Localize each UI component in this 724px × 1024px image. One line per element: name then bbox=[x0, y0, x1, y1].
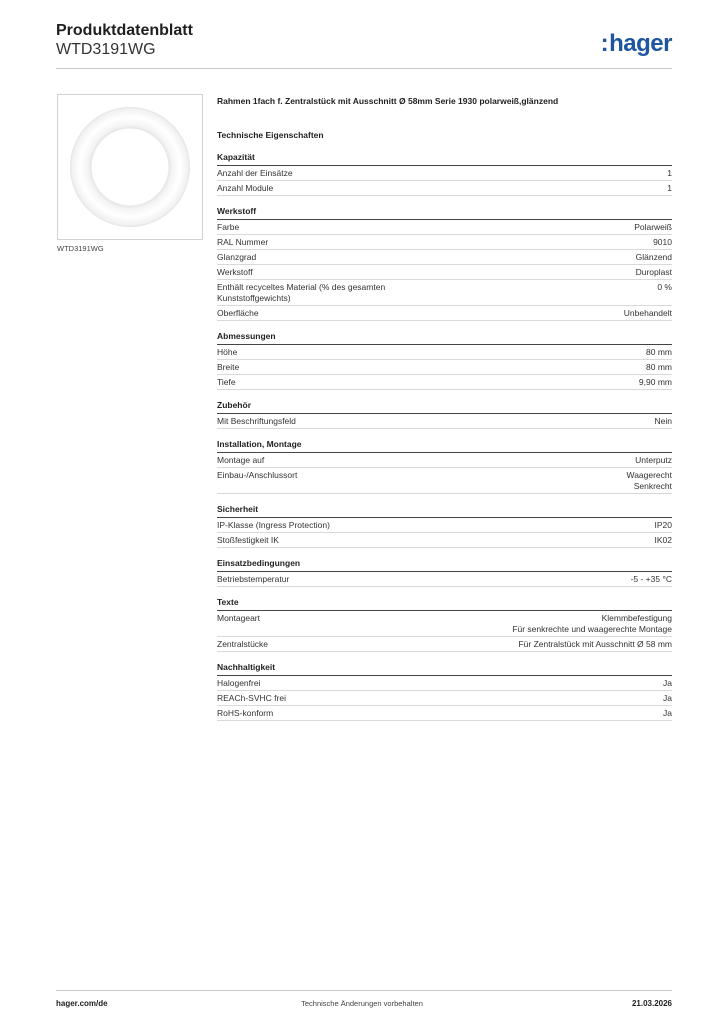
property-row bbox=[217, 250, 672, 265]
logo-text: hager bbox=[609, 30, 672, 57]
section-title: Installation, Montage bbox=[217, 439, 672, 453]
section-title: Abmessungen bbox=[217, 331, 672, 345]
property-label: Anzahl Module bbox=[217, 183, 274, 193]
property-value bbox=[512, 613, 672, 635]
footer-date: 21.03.2026 bbox=[631, 999, 672, 1008]
property-row bbox=[217, 265, 672, 280]
property-row bbox=[217, 468, 672, 494]
properties-sections bbox=[217, 152, 672, 721]
property-value bbox=[663, 708, 672, 719]
page-header bbox=[56, 22, 672, 60]
section-title: Kapazität bbox=[217, 152, 672, 166]
property-value bbox=[655, 416, 672, 427]
property-label: Tiefe bbox=[217, 377, 236, 387]
property-label: RoHS-konform bbox=[217, 708, 274, 718]
property-value bbox=[624, 308, 672, 319]
property-value-line: 0 % bbox=[657, 282, 672, 292]
property-value-line: Glänzend bbox=[635, 252, 672, 262]
product-details bbox=[217, 96, 672, 731]
property-label: Einbau-/Anschlussort bbox=[217, 470, 298, 480]
property-row bbox=[217, 220, 672, 235]
property-section bbox=[217, 331, 672, 390]
property-value bbox=[653, 237, 672, 248]
product-code: WTD3191WG bbox=[56, 41, 156, 58]
section-title: Zubehör bbox=[217, 400, 672, 414]
footer-disclaimer: Technische Änderungen vorbehalten bbox=[301, 999, 423, 1008]
property-row bbox=[217, 572, 672, 587]
property-value-line: Klemmbefestigung bbox=[601, 613, 672, 623]
property-value-line: Ja bbox=[663, 678, 672, 688]
property-label: RAL Nummer bbox=[217, 237, 269, 247]
section-title: Sicherheit bbox=[217, 504, 672, 518]
image-caption: WTD3191WG bbox=[57, 244, 104, 253]
property-value-line: Ja bbox=[663, 693, 672, 703]
property-value-line: 80 mm bbox=[646, 362, 672, 372]
property-value-line: Nein bbox=[654, 416, 672, 426]
property-value bbox=[655, 535, 673, 546]
property-row bbox=[217, 533, 672, 548]
property-row bbox=[217, 676, 672, 691]
property-section bbox=[217, 558, 672, 587]
property-row bbox=[217, 518, 672, 533]
property-value-line: 9010 bbox=[653, 237, 672, 247]
property-value bbox=[635, 455, 672, 466]
property-value bbox=[631, 574, 672, 585]
property-value-line: Waagerecht bbox=[626, 470, 672, 480]
property-value-line: 1 bbox=[667, 183, 672, 193]
property-value-line: IP20 bbox=[654, 520, 672, 530]
property-label: Farbe bbox=[217, 222, 240, 232]
property-label: Stoßfestigkeit IK bbox=[217, 535, 279, 545]
property-label: Enthält recyceltes Material (% des gesamten Kunststoffgewichts) bbox=[217, 282, 386, 303]
property-value bbox=[626, 470, 672, 492]
property-row bbox=[217, 166, 672, 181]
property-row bbox=[217, 235, 672, 250]
property-value bbox=[667, 168, 672, 179]
property-row bbox=[217, 360, 672, 375]
property-section bbox=[217, 597, 672, 652]
property-value-line: Ja bbox=[663, 708, 672, 718]
property-value bbox=[663, 678, 672, 689]
property-label: Breite bbox=[217, 362, 240, 372]
logo-prefix: : bbox=[600, 30, 609, 57]
property-value bbox=[518, 639, 672, 650]
property-row bbox=[217, 637, 672, 652]
property-row bbox=[217, 706, 672, 721]
property-value-line: 9,90 mm bbox=[638, 377, 672, 387]
property-section bbox=[217, 206, 672, 321]
property-label: Glanzgrad bbox=[217, 252, 257, 262]
footer-website: hager.com/de bbox=[56, 999, 108, 1008]
property-value-line: Unterputz bbox=[635, 455, 672, 465]
property-label: REACh-SVHC frei bbox=[217, 693, 286, 703]
property-value bbox=[655, 520, 673, 531]
property-value bbox=[667, 183, 672, 194]
property-label: Höhe bbox=[217, 347, 238, 357]
property-row bbox=[217, 611, 672, 637]
property-value-line: Duroplast bbox=[635, 267, 672, 277]
property-row bbox=[217, 453, 672, 468]
property-label: Werkstoff bbox=[217, 267, 253, 277]
header-divider bbox=[56, 68, 672, 69]
property-value-line: IK02 bbox=[654, 535, 672, 545]
property-value-line: Polarweiß bbox=[634, 222, 672, 232]
property-section bbox=[217, 662, 672, 721]
property-value-line: -5 - +35 °C bbox=[630, 574, 672, 584]
document-title: Produktdatenblatt bbox=[56, 22, 193, 39]
property-row bbox=[217, 181, 672, 196]
property-value-line: Unbehandelt bbox=[623, 308, 672, 318]
property-label: Montage auf bbox=[217, 455, 265, 465]
property-value bbox=[646, 362, 672, 373]
property-row bbox=[217, 691, 672, 706]
property-label: Anzahl der Einsätze bbox=[217, 168, 293, 178]
property-value bbox=[636, 267, 672, 278]
property-value bbox=[639, 377, 672, 388]
property-value bbox=[636, 252, 672, 263]
section-title: Werkstoff bbox=[217, 206, 672, 220]
property-row bbox=[217, 414, 672, 429]
hager-logo bbox=[601, 30, 672, 58]
property-value-line: Für Zentralstück mit Ausschnitt Ø 58 mm bbox=[518, 639, 672, 649]
property-row bbox=[217, 306, 672, 321]
property-label: Montageart bbox=[217, 613, 260, 623]
property-value-line: 80 mm bbox=[646, 347, 672, 357]
property-section bbox=[217, 504, 672, 548]
property-value bbox=[657, 282, 672, 293]
property-value bbox=[646, 347, 672, 358]
section-title: Nachhaltigkeit bbox=[217, 662, 672, 676]
property-value bbox=[634, 222, 672, 233]
property-label: Halogenfrei bbox=[217, 678, 261, 688]
properties-heading: Technische Eigenschaften bbox=[217, 130, 324, 140]
property-section bbox=[217, 439, 672, 494]
property-value-line: 1 bbox=[667, 168, 672, 178]
product-description: Rahmen 1fach f. Zentralstück mit Ausschnitt Ø 58mm Serie 1930 polarweiß,glänzend bbox=[217, 96, 559, 106]
property-label: IP-Klasse (Ingress Protection) bbox=[217, 520, 330, 530]
property-value-line: Für senkrechte und waagerechte Montage bbox=[512, 624, 672, 634]
product-image bbox=[57, 94, 203, 240]
property-label: Oberfläche bbox=[217, 308, 259, 318]
property-row bbox=[217, 280, 672, 306]
section-title: Einsatzbedingungen bbox=[217, 558, 672, 572]
property-row bbox=[217, 345, 672, 360]
property-row bbox=[217, 375, 672, 390]
property-label: Betriebstemperatur bbox=[217, 574, 290, 584]
section-title: Texte bbox=[217, 597, 672, 611]
property-label: Zentralstücke bbox=[217, 639, 269, 649]
property-value-line: Senkrecht bbox=[633, 481, 672, 491]
property-label: Mit Beschriftungsfeld bbox=[217, 416, 296, 426]
property-section bbox=[217, 152, 672, 196]
property-value bbox=[663, 693, 672, 704]
frame-ring-image bbox=[70, 107, 190, 227]
footer-divider bbox=[56, 990, 672, 991]
property-section bbox=[217, 400, 672, 429]
